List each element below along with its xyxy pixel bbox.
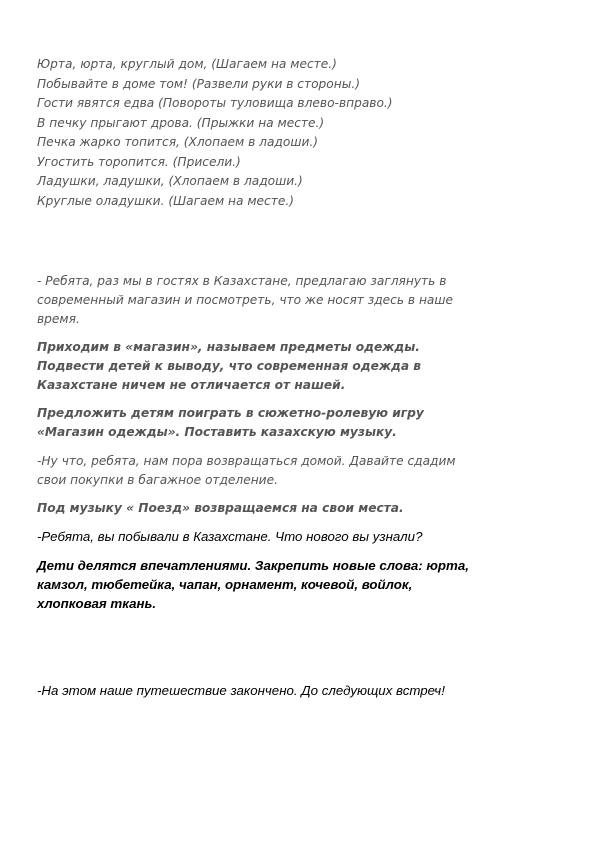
poem-line: Ладушки, ладушки, (Хлопаем в ладоши.) xyxy=(37,174,303,188)
poem-line: В печку прыгают дрова. (Прыжки на месте.) xyxy=(37,115,325,130)
question-paragraph xyxy=(37,527,422,546)
paragraph-line: Предложить детям поиграть в сюжетно-ролевую игру xyxy=(37,406,424,420)
clothing-conclusion-paragraph xyxy=(37,338,421,395)
train-music-paragraph xyxy=(37,499,404,518)
paragraph-line: «Магазин одежды». Поставить казахскую музыку. xyxy=(37,425,397,439)
poem-block xyxy=(37,55,393,211)
paragraph-line: - Ребята, раз мы в гостях в Казахстане, предлагаю заглянуть в xyxy=(37,274,447,288)
paragraph-line: камзол, тюбетейка, чапан, орнамент, кочевой, войлок, xyxy=(37,577,413,592)
paragraph-line: Подвести детей к выводу, что современная одежда в xyxy=(37,359,422,373)
poem-line: Печка жарко топится, (Хлопаем в ладоши.) xyxy=(37,135,319,149)
poem-line: Побывайте в доме том! (Развели руки в стороны.) xyxy=(37,76,360,91)
paragraph-line: хлопковая ткань. xyxy=(37,596,157,611)
paragraph-line: -На этом наше путешествие закончено. До следующих встреч! xyxy=(37,683,445,698)
poem-line: Юрта, юрта, круглый дом, (Шагаем на месте.) xyxy=(37,57,337,71)
shop-intro-paragraph xyxy=(37,272,453,329)
paragraph-line: современный магазин и посмотреть, что же носят здесь в наше xyxy=(37,293,454,307)
paragraph-line: Под музыку « Поезд» возвращаемся на свои места. xyxy=(37,501,404,515)
paragraph-line: время. xyxy=(37,312,80,326)
paragraph-line: Дети делятся впечатлениями. Закрепить новые слова: юрта, xyxy=(37,558,469,573)
return-home-paragraph xyxy=(37,452,456,490)
paragraph-line: Казахстане ничем не отличается от нашей. xyxy=(37,378,346,392)
impressions-paragraph xyxy=(37,556,469,613)
paragraph-line: Приходим в «магазин», называем предметы одежды. xyxy=(37,340,420,354)
poem-line: Гости явятся едва (Повороты туловища влево-вправо.) xyxy=(37,96,393,110)
paragraph-line: свои покупки в багажное отделение. xyxy=(37,473,278,487)
farewell-paragraph xyxy=(37,681,445,700)
poem-line: Круглые оладушки. (Шагаем на месте.) xyxy=(37,193,294,208)
paragraph-line: -Ну что, ребята, нам пора возвращаться домой. Давайте сдадим xyxy=(37,454,456,468)
role-play-paragraph xyxy=(37,404,424,442)
poem-line: Угостить торопится. (Присели.) xyxy=(37,154,241,169)
paragraph-line: -Ребята, вы побывали в Казахстане. Что нового вы узнали? xyxy=(37,529,423,544)
